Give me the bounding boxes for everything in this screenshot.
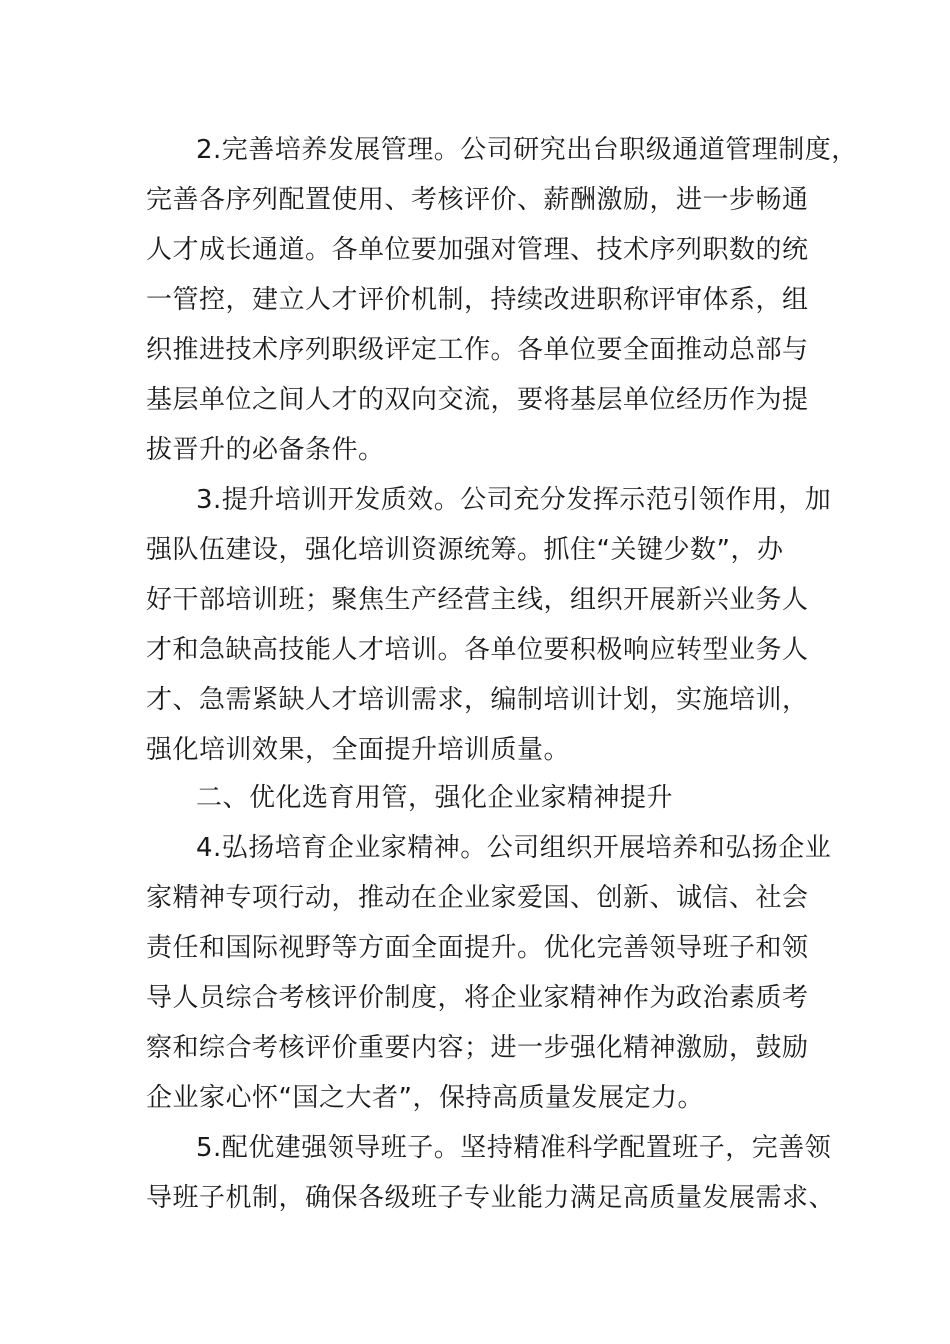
text-line: 强化培训效果，全面提升培训质量。 xyxy=(146,735,571,765)
paragraph-5-heading-line: 5.配优建强领导班子。坚持精准科学配置班子，完善领 xyxy=(196,1133,832,1163)
text-line: 人才成长通道。各单位要加强对管理、技术序列职数的统 xyxy=(146,235,809,265)
text-line: 拔晋升的必备条件。 xyxy=(146,435,385,465)
text-line: 织推进技术序列职级评定工作。各单位要全面推动总部与 xyxy=(146,335,809,365)
text-line: 责任和国际视野等方面全面提升。优化完善领导班子和领 xyxy=(146,933,809,963)
text-line: 强队伍建设，强化培训资源统筹。抓住“关键少数”，办 xyxy=(146,535,784,565)
text-line: 好干部培训班；聚焦生产经营主线，组织开展新兴业务人 xyxy=(146,585,809,615)
text-line: 家精神专项行动，推动在企业家爱国、创新、诚信、社会 xyxy=(146,883,809,913)
text-line: 一管控，建立人才评价机制，持续改进职称评审体系，组 xyxy=(146,285,809,315)
text-line: 基层单位之间人才的双向交流，要将基层单位经历作为提 xyxy=(146,385,809,415)
text-line: 才和急缺高技能人才培训。各单位要积极响应转型业务人 xyxy=(146,635,809,665)
paragraph-3-heading-line: 3.提升培训开发质效。公司充分发挥示范引领作用，加 xyxy=(196,485,832,515)
text-line: 企业家心怀“国之大者”，保持高质量发展定力。 xyxy=(146,1083,704,1113)
text-line: 导人员综合考核评价制度，将企业家精神作为政治素质考 xyxy=(146,983,809,1013)
text-line: 完善各序列配置使用、考核评价、薪酬激励，进一步畅通 xyxy=(146,185,809,215)
text-line: 导班子机制，确保各级班子专业能力满足高质量发展需求、 xyxy=(146,1183,836,1213)
section-heading: 二、优化选育用管，强化企业家精神提升 xyxy=(196,783,674,813)
paragraph-4-heading-line: 4.弘扬培育企业家精神。公司组织开展培养和弘扬企业 xyxy=(196,833,832,863)
text-line: 察和综合考核评价重要内容；进一步强化精神激励，鼓励 xyxy=(146,1033,809,1063)
paragraph-2-heading-line: 2.完善培养发展管理。公司研究出台职级通道管理制度， xyxy=(196,135,858,165)
text-line: 才、急需紧缺人才培训需求，编制培训计划，实施培训， xyxy=(146,685,809,715)
